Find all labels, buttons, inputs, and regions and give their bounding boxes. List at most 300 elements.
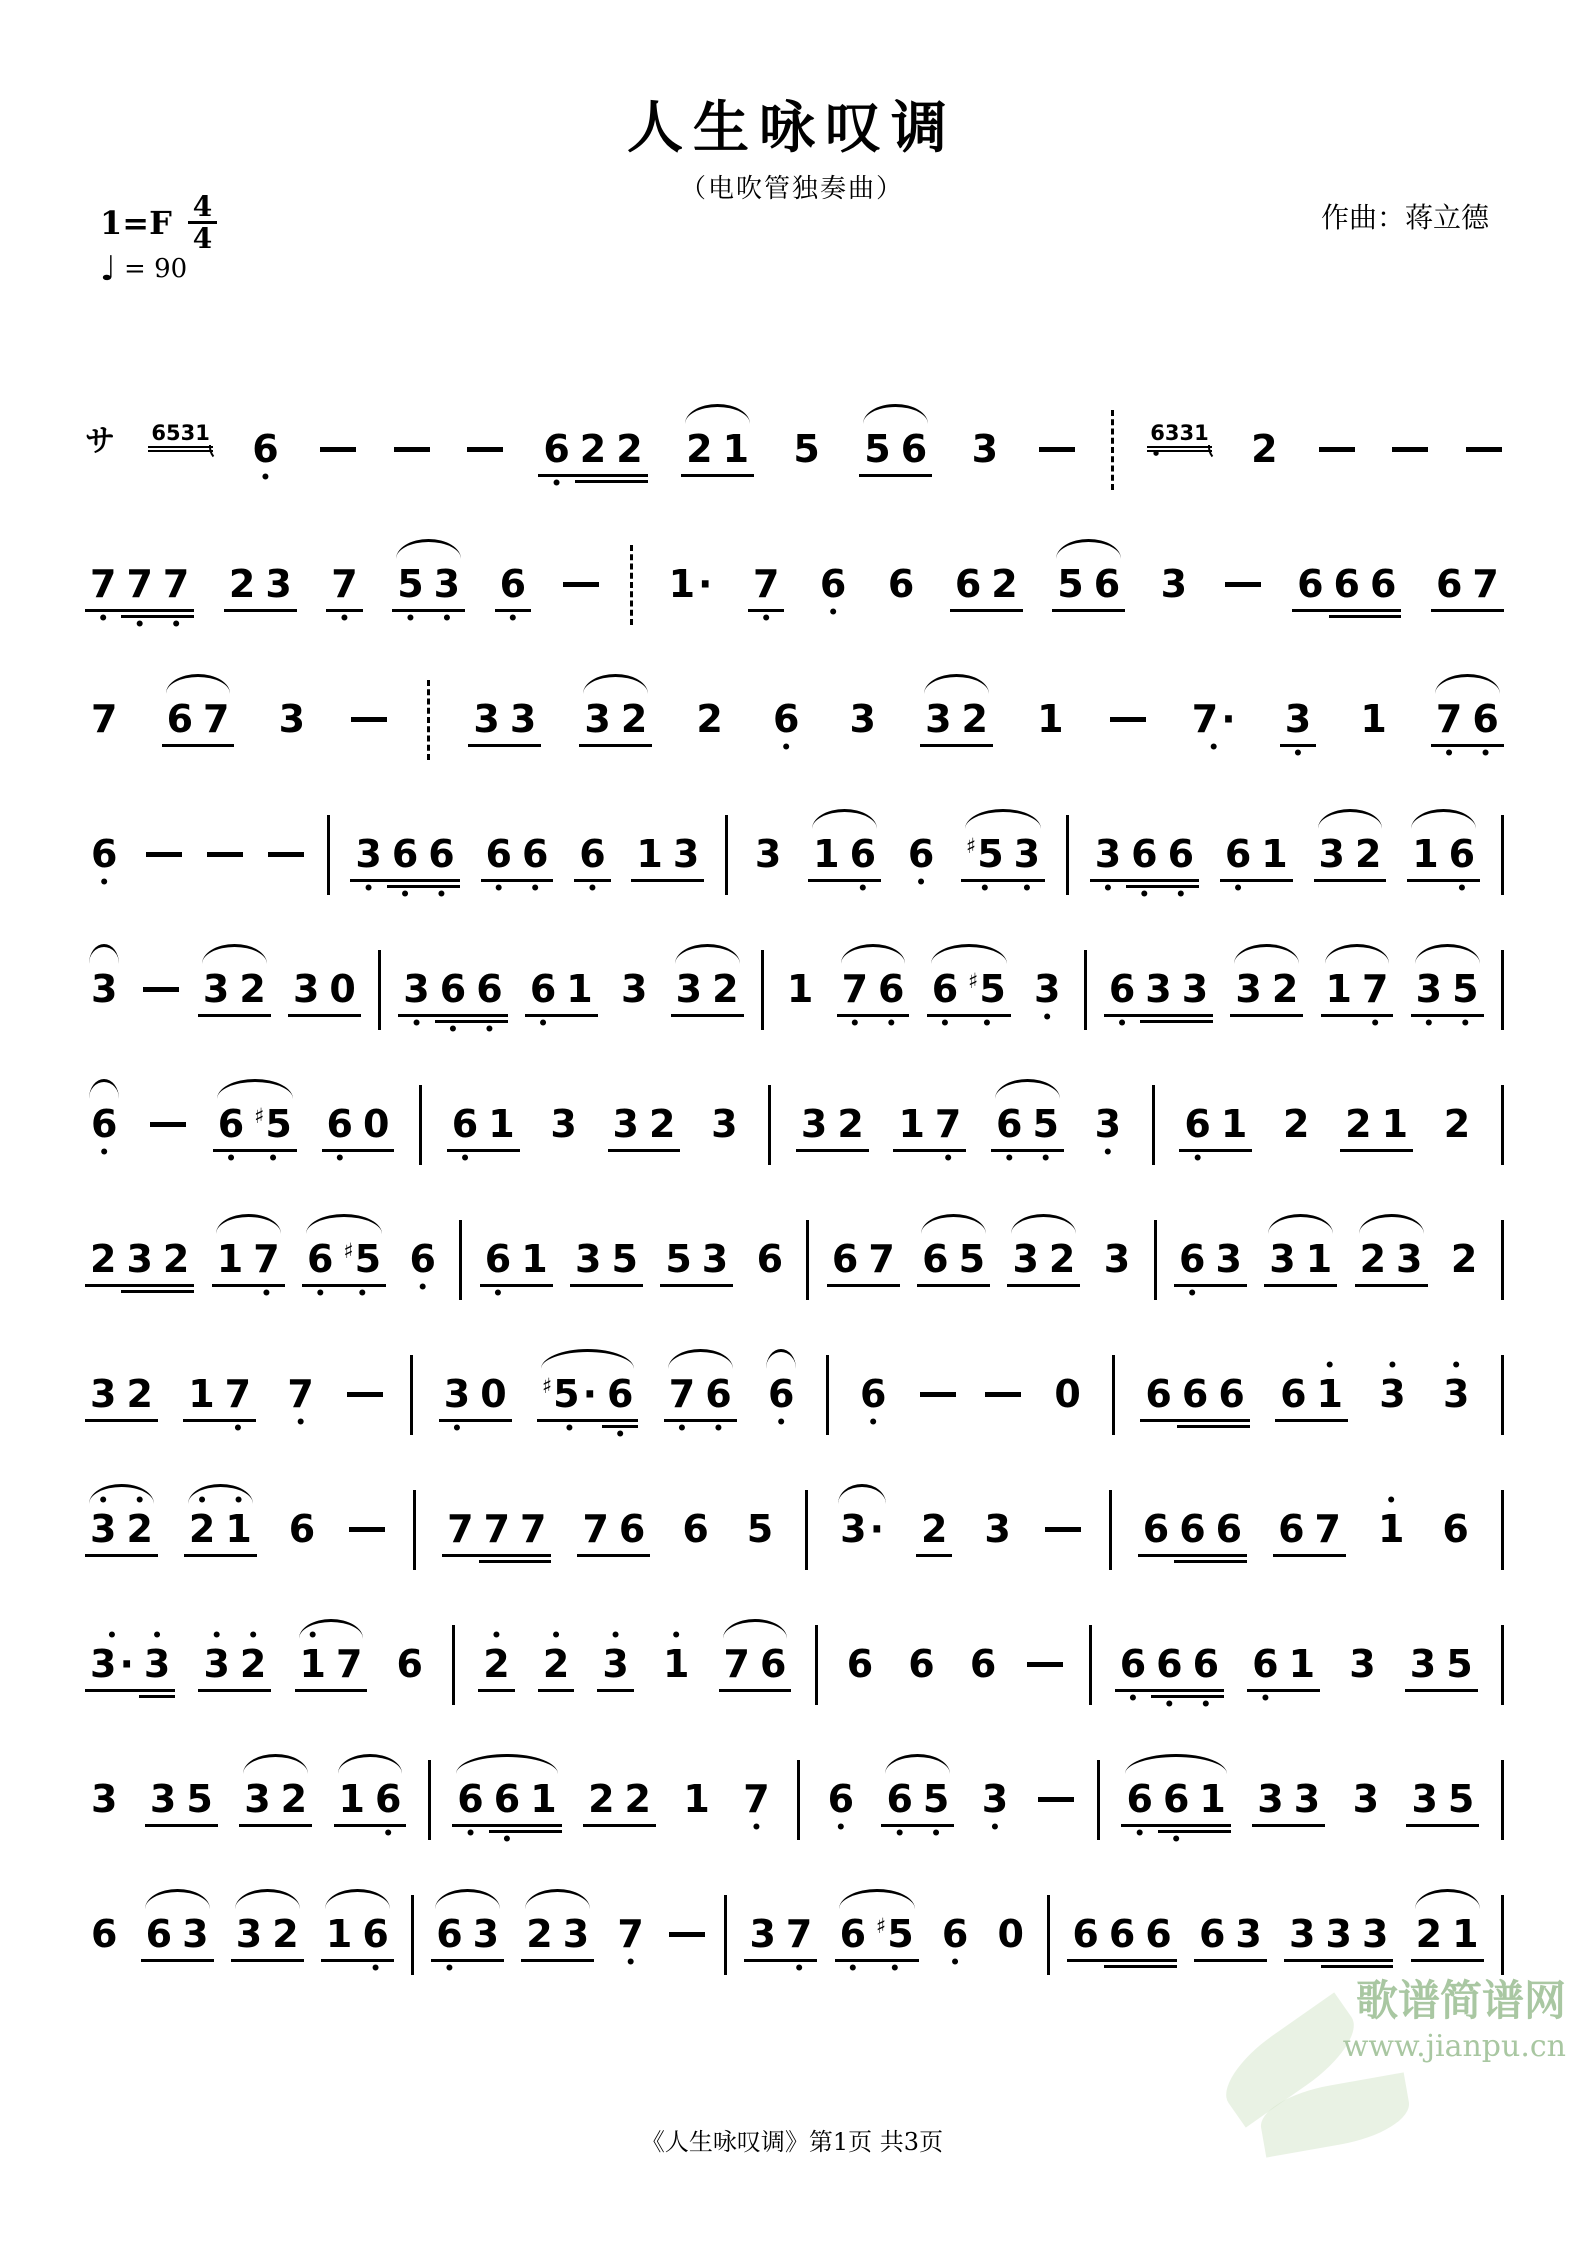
beam-group	[525, 966, 598, 1035]
slur-arc	[1415, 944, 1480, 964]
note-digit: 5	[186, 1776, 213, 1821]
note	[832, 1101, 868, 1146]
low-octave-dot: •	[1041, 1008, 1053, 1029]
low-octave-dot: •	[981, 1014, 993, 1035]
note-digit: 6	[831, 1236, 859, 1281]
note	[249, 1101, 297, 1170]
note-digit: 3	[984, 1506, 1011, 1551]
duration-underline	[121, 1284, 157, 1287]
slur-arc	[1359, 1214, 1424, 1234]
high-octave-dot: •	[247, 1625, 259, 1646]
note	[755, 1641, 791, 1686]
beam-group	[481, 831, 554, 900]
duration-underline	[808, 879, 844, 882]
duration-underline	[324, 1014, 360, 1017]
note-digit: 2	[1415, 1911, 1443, 1956]
note	[1273, 1506, 1309, 1551]
dash-line	[669, 1932, 705, 1937]
slur-arc	[1435, 674, 1500, 694]
note	[295, 1625, 331, 1686]
beam-group	[1230, 966, 1303, 1011]
beam-group	[322, 1101, 395, 1170]
beam-group	[1264, 1236, 1337, 1281]
note-digit: ♯5	[254, 1101, 292, 1146]
note-digit: 3	[1215, 1236, 1242, 1281]
beam-group	[920, 696, 993, 741]
note	[1090, 831, 1126, 900]
beam-group	[1292, 561, 1401, 606]
note	[1354, 696, 1392, 741]
slur-arc	[668, 1349, 733, 1369]
duration-underline	[579, 744, 615, 747]
duration-underline	[986, 609, 1022, 612]
duration-underline	[575, 480, 611, 483]
slur-arc	[1325, 944, 1390, 964]
duration-underline	[387, 879, 423, 882]
note	[1247, 1641, 1283, 1710]
beam-group	[1431, 696, 1504, 765]
duration-underline	[575, 474, 611, 477]
note-digit: 5	[958, 1236, 986, 1281]
duration-underline	[1007, 1284, 1043, 1287]
note	[930, 1101, 966, 1170]
duration-underline	[181, 1824, 217, 1827]
note	[468, 696, 504, 741]
note-digit: 6	[900, 426, 928, 471]
duration-underline	[1289, 1824, 1325, 1827]
high-octave-dot: •	[196, 1490, 208, 1511]
dash-line	[351, 717, 387, 722]
low-octave-dot: •	[441, 609, 453, 630]
note-digit: 6	[326, 1101, 353, 1146]
beam-group	[442, 1506, 551, 1551]
note-digit: 6	[1218, 1371, 1245, 1416]
note-digit: 6	[887, 561, 915, 606]
note	[614, 1506, 650, 1551]
note-digit: 6	[409, 1236, 436, 1281]
note-digit: 3	[1269, 1236, 1296, 1281]
duration-underline	[614, 1554, 650, 1557]
note	[1216, 1101, 1252, 1146]
note-digit: 3	[1352, 1776, 1380, 1821]
note-digit: 6	[941, 1911, 969, 1956]
note-digit: 5	[1447, 1776, 1475, 1821]
note-digit: 6	[1184, 1101, 1211, 1146]
duration-underline	[644, 1149, 680, 1152]
note-digit: 1	[338, 1776, 365, 1821]
note	[882, 561, 920, 606]
beam-group	[85, 1490, 158, 1551]
beam-group	[671, 966, 744, 1011]
note	[1284, 1641, 1320, 1686]
note-digit: 6	[908, 1641, 935, 1686]
note-digit: 6	[756, 1236, 784, 1281]
note-digit: 1	[521, 1236, 548, 1281]
note	[1357, 966, 1393, 1035]
beam-group	[1007, 1236, 1080, 1281]
note-digit: 3	[1411, 1776, 1438, 1821]
note-digit: 6	[457, 1776, 484, 1821]
low-octave-dot: •	[551, 474, 562, 495]
duration-underline	[827, 1284, 863, 1287]
note	[471, 966, 507, 1041]
duration-underline	[1377, 1149, 1413, 1152]
note	[1343, 1641, 1381, 1686]
note	[1441, 1641, 1477, 1686]
note	[85, 1911, 123, 1956]
note-digit: 6	[1448, 831, 1476, 876]
duration-underline	[954, 1284, 990, 1287]
note	[611, 426, 647, 471]
tempo-value: = 90	[124, 254, 188, 284]
grace-underline	[148, 446, 212, 448]
slur-arc	[965, 809, 1041, 829]
note-digit: 2	[280, 1776, 308, 1821]
beam-group	[212, 1236, 285, 1305]
note-digit: 3	[278, 696, 306, 741]
note	[1140, 966, 1176, 1011]
dashed-barline	[1111, 410, 1114, 490]
note-digit: 3	[1284, 696, 1312, 741]
note	[863, 1236, 899, 1281]
note	[447, 1101, 483, 1170]
duration-underline	[158, 1290, 194, 1293]
note	[1355, 1236, 1391, 1281]
augmentation-dot: ·	[119, 1641, 134, 1686]
note	[1028, 966, 1066, 1029]
note	[525, 1776, 561, 1821]
slur-arc	[1268, 1214, 1333, 1234]
note-digit: 2	[239, 966, 266, 1011]
duration-underline	[184, 1554, 220, 1557]
note-digit: 6	[1145, 1911, 1172, 1956]
note	[85, 1371, 121, 1416]
augmentation-dot: ·	[1221, 696, 1236, 741]
note	[516, 1236, 552, 1281]
note-digit: 6	[391, 831, 419, 876]
note	[808, 831, 844, 876]
low-octave-dot: •	[713, 1419, 724, 1440]
beam-group	[631, 831, 704, 876]
note	[1186, 696, 1242, 759]
note-digit: 6	[1297, 561, 1324, 606]
note	[607, 1236, 643, 1281]
note	[1284, 1911, 1320, 1956]
note-digit: 5	[397, 561, 424, 606]
note-digit: 2	[126, 1506, 153, 1551]
barline	[1501, 1355, 1504, 1435]
slur-arc	[1415, 1889, 1480, 1909]
note	[220, 1490, 256, 1551]
barline	[1501, 1085, 1504, 1165]
duration-underline	[1405, 1689, 1441, 1692]
low-octave-dot: •	[382, 1824, 394, 1845]
note-digit: 6	[705, 1371, 732, 1416]
note	[1211, 1506, 1247, 1551]
note	[276, 1776, 312, 1821]
note	[1312, 1355, 1348, 1416]
note	[1301, 1236, 1337, 1281]
note	[992, 1911, 1030, 1956]
note-digit: 3	[1318, 831, 1345, 876]
low-octave-dot: •	[405, 609, 416, 630]
duration-underline	[1067, 1959, 1103, 1962]
note-digit: 6	[772, 696, 800, 741]
low-octave-dot: •	[1443, 744, 1455, 765]
note	[184, 1490, 220, 1551]
duration-underline	[479, 1560, 515, 1563]
beam-group	[398, 966, 507, 1041]
duration-underline	[1355, 1284, 1391, 1287]
duration-underline	[516, 1284, 552, 1287]
note-digit: 7	[335, 1641, 363, 1686]
duration-underline	[121, 1290, 157, 1293]
duration-underline	[920, 744, 956, 747]
note	[235, 1625, 271, 1686]
note-digit: 2	[579, 426, 607, 471]
beam-group	[808, 831, 881, 900]
note	[976, 1776, 1014, 1839]
duration-underline	[145, 1824, 181, 1827]
note-digit: 1	[325, 1911, 353, 1956]
low-octave-dot: •	[894, 1824, 906, 1845]
note	[597, 1625, 633, 1686]
note-digit: 3·	[840, 1506, 885, 1551]
note-digit: 2	[1450, 1236, 1478, 1281]
duration-underline	[832, 1149, 868, 1152]
duration-underline	[1158, 1824, 1194, 1827]
page-title: 人生咏叹调	[627, 95, 957, 161]
duration-underline	[489, 1824, 525, 1827]
note	[177, 1911, 213, 1956]
note-digit: 3	[1094, 831, 1122, 876]
note	[139, 1625, 175, 1686]
note	[1121, 1776, 1157, 1845]
duration-underline	[235, 1689, 271, 1692]
note	[644, 1101, 680, 1146]
note-digit: 2	[648, 1101, 676, 1146]
duration-underline	[1284, 1959, 1320, 1962]
beam-group	[521, 1911, 594, 1956]
duration-underline	[1140, 1965, 1176, 1968]
note-digit: 6	[145, 1911, 173, 1956]
note	[1467, 561, 1503, 606]
high-octave-dot: •	[670, 1625, 682, 1646]
note	[749, 831, 787, 876]
low-octave-dot: •	[889, 1959, 901, 1980]
note	[657, 1625, 695, 1686]
ornament-symbol: サ	[85, 423, 115, 459]
note-digit: 6	[849, 831, 877, 876]
barline	[1047, 1895, 1050, 1975]
low-octave-dot: •	[625, 1953, 637, 1974]
note	[697, 1236, 733, 1281]
duration-underline	[121, 1554, 157, 1557]
note-digit: 6	[954, 561, 982, 606]
note-digit: 7	[520, 1506, 547, 1551]
note	[538, 1625, 574, 1686]
note-digit: 2	[1271, 966, 1299, 1011]
barline	[411, 1895, 414, 1975]
note	[234, 966, 270, 1011]
note	[321, 1911, 357, 1956]
beam-group	[85, 1236, 194, 1281]
note-digit: 3	[550, 1101, 577, 1146]
note	[260, 561, 296, 606]
music-line	[85, 1732, 1504, 1867]
low-octave-dot: •	[885, 1014, 897, 1035]
low-octave-dot: •	[447, 1020, 459, 1041]
low-octave-dot: •	[1292, 744, 1304, 765]
note-digit: 6	[91, 1101, 118, 1146]
note-digit: 7	[841, 966, 869, 1011]
duration-underline	[1310, 1554, 1346, 1557]
slur-arc	[812, 809, 877, 829]
note-digit: 3	[203, 1641, 230, 1686]
beam-group	[538, 1625, 574, 1686]
low-octave-dot: •	[847, 1959, 859, 1980]
beam-group	[583, 1776, 656, 1821]
note-digit: 3	[1325, 1911, 1352, 1956]
duration-underline	[755, 1689, 791, 1692]
note-digit: 6	[166, 696, 194, 741]
note	[762, 1371, 800, 1434]
note	[871, 1911, 919, 1980]
low-octave-dot: •	[459, 1149, 471, 1170]
note	[1280, 696, 1316, 765]
beam-group	[213, 1101, 297, 1170]
note	[158, 1236, 194, 1281]
note	[435, 966, 471, 1041]
duration-underline	[521, 1959, 557, 1962]
note	[1321, 966, 1357, 1011]
note-digit: 2	[272, 1911, 299, 1956]
low-octave-dot: •	[314, 1284, 326, 1305]
slur-arc	[338, 1754, 403, 1774]
note	[1188, 1641, 1224, 1716]
duration-underline	[1256, 879, 1292, 882]
note	[1267, 966, 1303, 1011]
duration-underline	[121, 1419, 157, 1422]
low-octave-dot: •	[1208, 738, 1220, 759]
duration-underline	[1406, 1824, 1442, 1827]
beam-group	[198, 966, 271, 1011]
note-digit: 3	[244, 1776, 271, 1821]
note	[505, 696, 541, 741]
beam-group	[1284, 1911, 1393, 1956]
note	[1310, 1506, 1346, 1551]
slur-arc	[1411, 809, 1476, 829]
note	[1321, 1911, 1357, 1956]
note	[681, 426, 717, 471]
beam-group	[480, 1236, 553, 1305]
note-digit: 7	[162, 561, 190, 606]
barline	[1097, 1760, 1100, 1840]
duration-underline	[1211, 1560, 1247, 1563]
augmentation-dot: ·	[582, 1371, 598, 1416]
low-octave-dot: •	[1138, 885, 1150, 906]
note	[1256, 831, 1292, 876]
duration-underline	[681, 474, 717, 477]
note-digit: 6	[1162, 1776, 1190, 1821]
low-octave-dot: •	[867, 1413, 879, 1434]
note	[1230, 1911, 1266, 1956]
note	[121, 1490, 157, 1551]
note	[827, 1236, 863, 1281]
note	[966, 426, 1004, 471]
duration-underline	[1126, 879, 1162, 882]
duration-underline	[505, 744, 541, 747]
note	[198, 1625, 234, 1686]
slur-arc	[723, 1619, 788, 1639]
high-octave-dot: •	[233, 1490, 244, 1511]
note	[991, 1101, 1027, 1170]
duration-underline	[1104, 1959, 1140, 1962]
note	[525, 966, 561, 1035]
duration-underline	[1275, 1419, 1311, 1422]
note-digit: 3	[754, 831, 782, 876]
low-octave-dot: •	[1127, 1689, 1139, 1710]
beam-group	[224, 561, 297, 606]
duration-underline	[1213, 1425, 1249, 1428]
note-digit: 3	[675, 966, 703, 1011]
note-digit: 6	[760, 1641, 787, 1686]
note-digit: 6	[1142, 1506, 1170, 1551]
music-line	[85, 1867, 1504, 2002]
note	[1467, 696, 1503, 765]
note-digit: 3	[292, 966, 320, 1011]
beam-group	[439, 1371, 512, 1440]
duration-underline	[1194, 1959, 1230, 1962]
note-digit: 3	[1145, 966, 1172, 1011]
barline	[1089, 1625, 1092, 1705]
barline	[452, 1625, 455, 1705]
beam-group	[326, 561, 362, 630]
note	[737, 1776, 775, 1839]
note-digit: 6	[1072, 1911, 1099, 1956]
beam-group	[288, 966, 361, 1011]
note-digit: 5	[746, 1506, 774, 1551]
note-digit: 0	[997, 1911, 1024, 1956]
beam-group	[1252, 1776, 1325, 1821]
note-digit: 6	[767, 1371, 795, 1416]
note-digit: 2	[239, 1641, 267, 1686]
note	[283, 1506, 321, 1551]
low-octave-dot: •	[451, 1419, 463, 1440]
duration-underline	[1357, 1965, 1393, 1968]
duration-underline	[631, 879, 667, 882]
duration-underline	[950, 609, 986, 612]
note-digit: 2	[920, 1506, 948, 1551]
note	[392, 561, 428, 630]
low-octave-dot: •	[267, 1149, 279, 1170]
low-octave-dot: •	[1151, 445, 1161, 463]
duration-underline	[1140, 1014, 1176, 1017]
note	[231, 1911, 267, 1956]
note-digit: 0	[1054, 1371, 1081, 1416]
beam-group	[447, 1101, 520, 1170]
duration-underline	[1350, 879, 1386, 882]
duration-underline	[121, 609, 157, 612]
note	[1213, 1371, 1249, 1416]
note	[1275, 1371, 1311, 1416]
barline	[459, 1220, 462, 1300]
slur-arc	[838, 1484, 886, 1504]
note-digit: 3	[1012, 1236, 1039, 1281]
note	[961, 831, 1009, 900]
note-digit: 3	[472, 1911, 500, 1956]
note-digit: 6	[1192, 1641, 1220, 1686]
